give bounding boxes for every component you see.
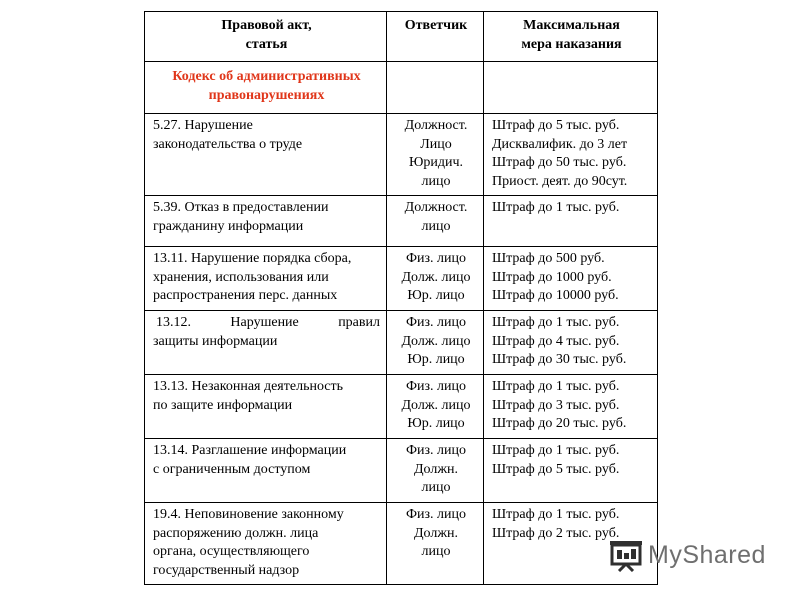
table-row xyxy=(145,247,658,311)
penalty-cell: Штраф до 5 тыс. руб. Дисквалифик. до 3 лет Штраф до 50 тыс. руб. Приост. деят. до 90сут. xyxy=(484,114,658,196)
article-cell: 13.14. Разглашение информации с ограниченным доступом xyxy=(145,439,387,503)
penalties-table xyxy=(144,11,658,585)
penalty-cell: Штраф до 1 тыс. руб. Штраф до 5 тыс. руб. xyxy=(484,439,658,503)
presentation-board-icon xyxy=(608,538,644,572)
article-cell: 5.39. Отказ в предоставлении гражданину информации xyxy=(145,196,387,247)
table-header-row xyxy=(145,12,658,62)
table-row xyxy=(145,503,658,585)
defendant-cell: Физ. лицо Долж. лицо Юр. лицо xyxy=(387,375,484,439)
table-body xyxy=(145,114,658,585)
penalty-cell: Штраф до 1 тыс. руб. Штраф до 2 тыс. руб. xyxy=(484,503,658,585)
header-defendant: Ответчик xyxy=(387,12,484,62)
defendant-cell: Физ. лицо Должн. лицо xyxy=(387,503,484,585)
article-cell: 5.27. Нарушение законодательства о труде xyxy=(145,114,387,196)
penalty-cell: Штраф до 1 тыс. руб. Штраф до 4 тыс. руб. Штраф до 30 тыс. руб. xyxy=(484,311,658,375)
empty-cell xyxy=(484,62,658,114)
article-cell: 13.12. Нарушение правил защиты информации xyxy=(145,311,387,375)
watermark-text: MyShared xyxy=(648,541,766,569)
table-row xyxy=(145,311,658,375)
defendant-cell: Физ. лицо Долж. лицо Юр. лицо xyxy=(387,247,484,311)
defendant-cell: Физ. лицо Долж. лицо Юр. лицо xyxy=(387,311,484,375)
defendant-cell: Должност. Лицо Юридич. лицо xyxy=(387,114,484,196)
defendant-cell: Физ. лицо Должн. лицо xyxy=(387,439,484,503)
article-cell: 13.11. Нарушение порядка сбора, хранения, использования или распространения перс. данных xyxy=(145,247,387,311)
header-max-penalty: Максимальная мера наказания xyxy=(484,12,658,62)
defendant-cell: Должност. лицо xyxy=(387,196,484,247)
code-title-row xyxy=(145,62,658,114)
header-legal-act: Правовой акт, статья xyxy=(145,12,387,62)
penalty-cell: Штраф до 1 тыс. руб. Штраф до 3 тыс. руб. Штраф до 20 тыс. руб. xyxy=(484,375,658,439)
table-row xyxy=(145,114,658,196)
table-row xyxy=(145,196,658,247)
table-row xyxy=(145,439,658,503)
penalty-cell: Штраф до 1 тыс. руб. xyxy=(484,196,658,247)
article-cell: 19.4. Неповиновение законному распоряжению должн. лица органа, осуществляющего государственный надзор xyxy=(145,503,387,585)
article-cell: 13.13. Незаконная деятельность по защите информации xyxy=(145,375,387,439)
watermark xyxy=(608,536,768,576)
penalty-cell: Штраф до 500 руб. Штраф до 1000 руб. Штраф до 10000 руб. xyxy=(484,247,658,311)
table-row xyxy=(145,375,658,439)
empty-cell xyxy=(387,62,484,114)
code-title: Кодекс об административных правонарушениях xyxy=(145,62,387,114)
